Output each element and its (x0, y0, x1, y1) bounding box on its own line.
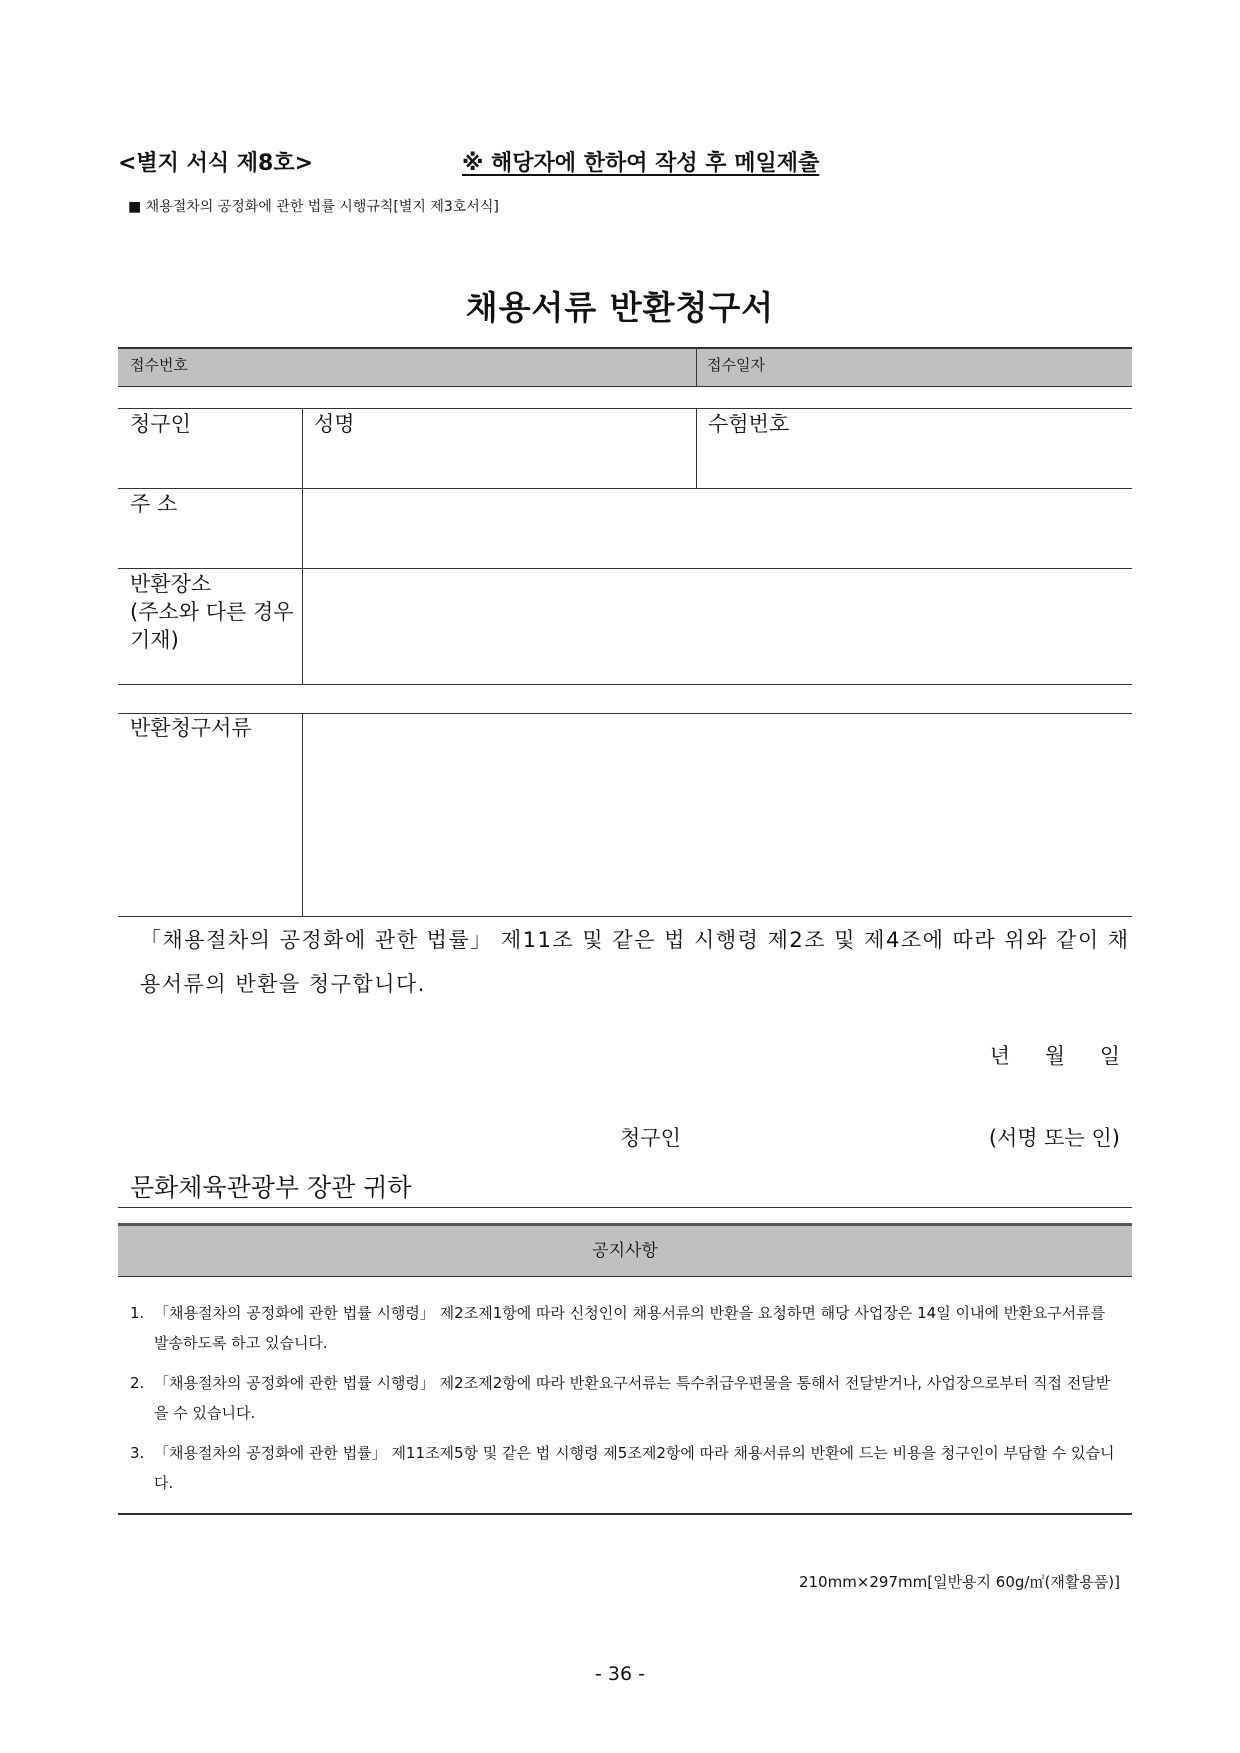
receipt-band (118, 348, 1132, 386)
document-title: 채용서류 반환청구서 (465, 288, 775, 327)
notice-item (130, 1298, 1120, 1358)
receipt-date-label: 접수일자 (707, 356, 765, 374)
month-label: 월 (1044, 1044, 1066, 1068)
notice-item-number: 3. (130, 1444, 145, 1462)
page-number: - 36 - (595, 1663, 645, 1685)
divider (302, 714, 303, 916)
return-place-label: 반환장소 (130, 572, 212, 596)
notice-item-text: 「채용절차의 공정화에 관한 법률 시행령」 제2조제1항에 따라 신청인이 채용서류의 반환을 요청하면 해당 사업장은 14일 이내에 반환요구서류를 발송하도록 하고 있습니다. (154, 1304, 1106, 1352)
declaration-text: 「채용절차의 공정화에 관한 법률」 제11조 및 같은 법 시행령 제2조 및 제4조에 따라 위와 같이 채용서류의 반환을 청구합니다. (140, 928, 1130, 996)
notice-header: 공지사항 (118, 1223, 1132, 1277)
notice-item-text: 「채용절차의 공정화에 관한 법률」 제11조제5항 및 같은 법 시행령 제5조제2항에 따라 채용서류의 반환에 드는 비용을 청구인이 부담할 수 있습니다. (154, 1444, 1115, 1492)
name-label: 성명 (314, 412, 355, 436)
exam-number-label: 수험번호 (708, 412, 790, 436)
notice-item-number: 2. (130, 1374, 145, 1392)
form-number: <별지 서식 제8호> (118, 151, 314, 176)
year-label: 년 (989, 1044, 1011, 1068)
divider (118, 713, 1132, 714)
divider (118, 684, 1132, 685)
notice-item (130, 1438, 1120, 1498)
divider (118, 916, 1132, 917)
receipt-number-label: 접수번호 (130, 356, 188, 374)
divider (302, 409, 303, 685)
divider (118, 347, 1132, 349)
divider (696, 409, 697, 488)
signature-label: (서명 또는 인) (988, 1126, 1120, 1150)
addressee: 문화체육관광부 장관 귀하 (130, 1173, 412, 1202)
divider (118, 408, 1132, 409)
divider (118, 488, 1132, 489)
divider (696, 348, 697, 386)
submission-notice: ※ 해당자에 한하여 작성 후 메일제출 (462, 151, 820, 176)
notice-item (130, 1368, 1120, 1428)
divider (118, 386, 1132, 387)
claimant-label: 청구인 (130, 412, 191, 436)
notice-item-number: 1. (130, 1304, 145, 1322)
return-place-note: (주소와 다른 경우 기재) (130, 600, 294, 652)
documents-label: 반환청구서류 (130, 716, 252, 740)
day-label: 일 (1099, 1044, 1120, 1068)
address-label: 주 소 (130, 492, 178, 516)
notice-item-text: 「채용절차의 공정화에 관한 법률 시행령」 제2조제2항에 따라 반환요구서류는 특수취급우편물을 통해서 전달받거나, 사업장으로부터 직접 전달받을 수 있습니다. (154, 1374, 1111, 1422)
divider (118, 568, 1132, 569)
divider (118, 1513, 1132, 1515)
paper-spec: 210mm×297mm[일반용지 60g/㎡(재활용품)] (798, 1573, 1120, 1591)
signature-claimant-label: 청구인 (620, 1126, 681, 1150)
divider (118, 1207, 1132, 1208)
date-line (0, 1040, 1120, 1070)
legal-reference: ■ 채용절차의 공정화에 관한 법률 시행규칙[별지 제3호서식] (128, 199, 499, 215)
